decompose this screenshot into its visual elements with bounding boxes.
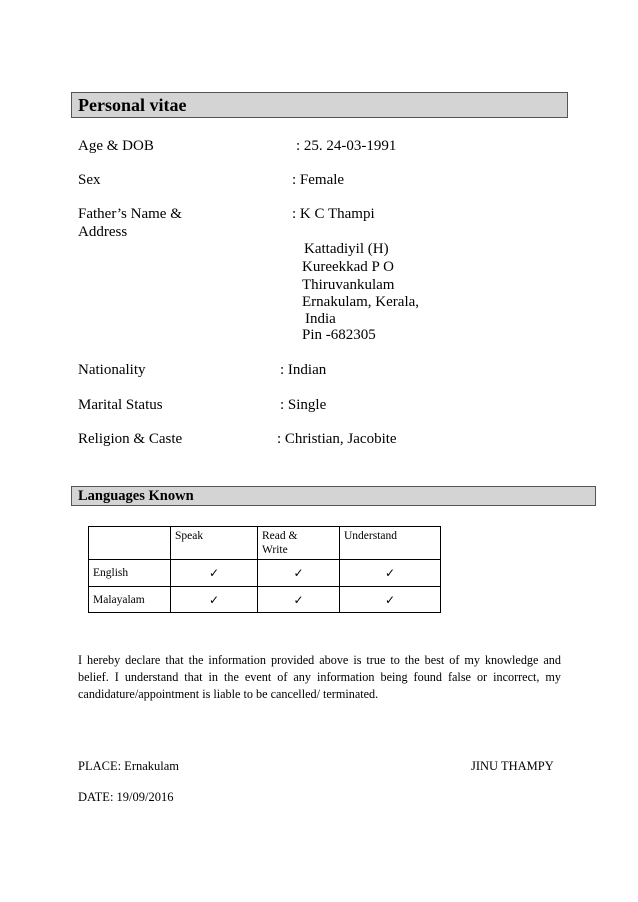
religion-caste-label: Religion & Caste xyxy=(78,431,183,447)
father-address-label: Address xyxy=(78,224,128,240)
nationality-label: Nationality xyxy=(78,362,146,378)
address-line: India xyxy=(305,311,336,327)
language-name: Malayalam xyxy=(89,587,171,613)
check-icon: ✓ xyxy=(258,560,340,587)
age-dob-value: : 25. 24-03-1991 xyxy=(296,138,397,154)
address-line: Pin -682305 xyxy=(302,327,376,343)
nationality-value: : Indian xyxy=(280,362,327,378)
table-header-cell xyxy=(89,527,171,560)
table-header-cell: Speak xyxy=(171,527,258,560)
section-heading-languages-known: Languages Known xyxy=(71,486,596,506)
check-icon: ✓ xyxy=(171,587,258,613)
table-header-cell xyxy=(258,527,340,560)
section-heading-personal-vitae: Personal vitae xyxy=(71,92,568,118)
check-icon: ✓ xyxy=(340,560,441,587)
marital-status-label: Marital Status xyxy=(78,397,163,413)
table-header-cell: Understand xyxy=(340,527,441,560)
sex-label: Sex xyxy=(78,172,101,188)
sex-value: : Female xyxy=(292,172,345,188)
signatory-name: JINU THAMPY xyxy=(471,759,554,773)
language-name: English xyxy=(89,560,171,587)
address-line: Ernakulam, Kerala, xyxy=(302,294,420,310)
address-line: Thiruvankulam xyxy=(302,277,395,293)
check-icon: ✓ xyxy=(258,587,340,613)
read-write-header: Read & Write xyxy=(262,530,298,556)
table-row xyxy=(89,560,441,587)
table-header-row xyxy=(89,527,441,560)
table-row xyxy=(89,587,441,613)
declaration-text: I hereby declare that the information provided above is true to the best of my knowledge and belief. I understand that in the event of any information being found false or incorrect, my candidature/appointment is liable to be cancelled/ terminated. xyxy=(78,653,561,701)
religion-caste-value: : Christian, Jacobite xyxy=(277,431,397,447)
father-name-label: Father’s Name & xyxy=(78,206,182,222)
languages-table xyxy=(88,526,441,613)
age-dob-label: Age & DOB xyxy=(78,138,154,154)
address-line: Kureekkad P O xyxy=(302,259,394,275)
address-line: Kattadiyil (H) xyxy=(304,241,389,257)
check-icon: ✓ xyxy=(340,587,441,613)
father-name-value: : K C Thampi xyxy=(292,206,375,222)
marital-status-value: : Single xyxy=(280,397,327,413)
place-line: PLACE: Ernakulam xyxy=(78,759,180,773)
date-line: DATE: 19/09/2016 xyxy=(78,790,174,804)
check-icon: ✓ xyxy=(171,560,258,587)
